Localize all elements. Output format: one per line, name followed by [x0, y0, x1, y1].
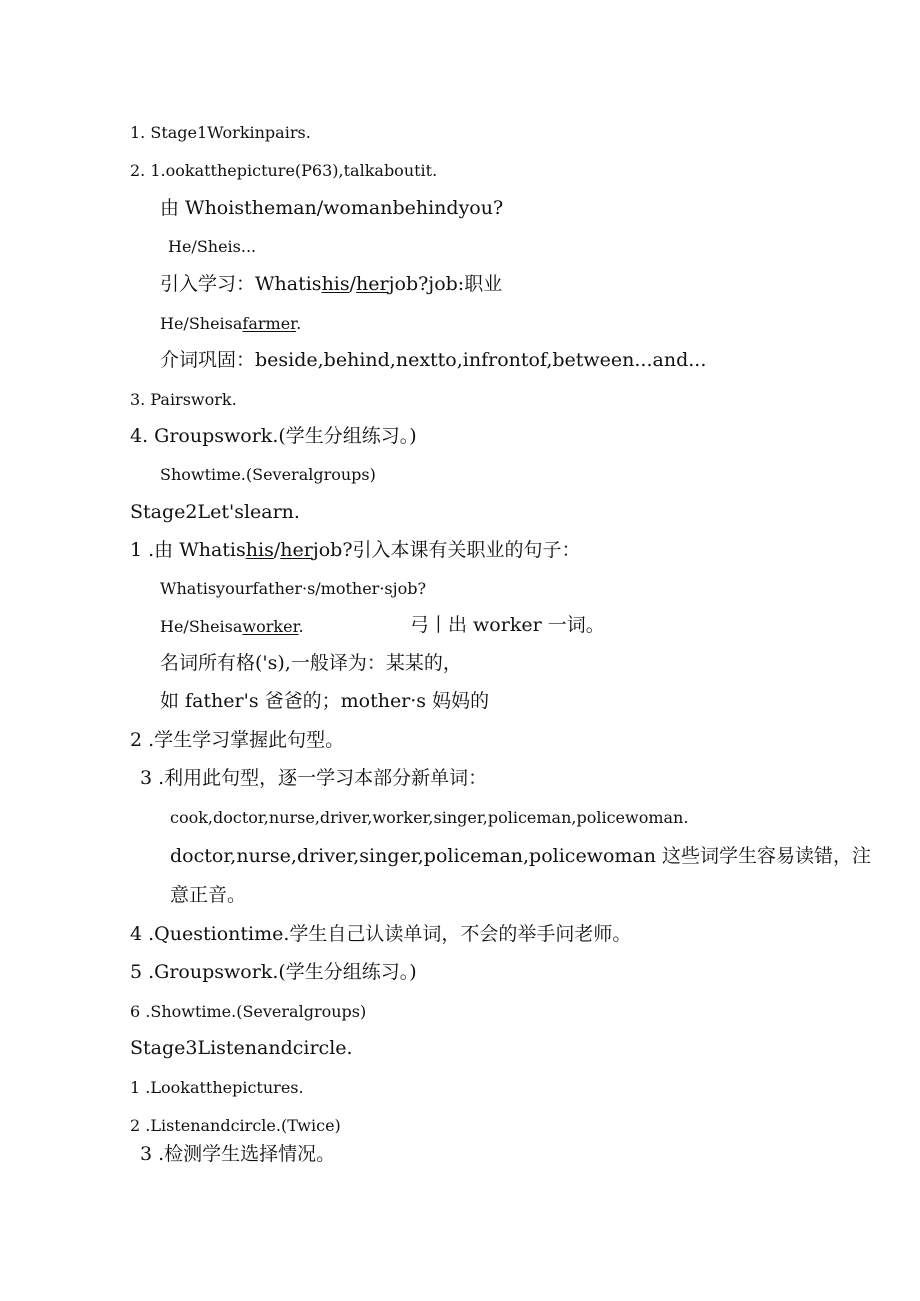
- step-line: 3. Pairswork.: [130, 390, 237, 409]
- text-line: Showtime.(Severalgroups): [160, 465, 376, 484]
- text-span: /: [273, 539, 281, 561]
- step-line: 1 .Lookatthepictures.: [130, 1078, 304, 1097]
- text-line: 弓丨出 worker 一词。: [410, 614, 605, 636]
- step-line: [130, 540, 581, 560]
- underlined-word: her: [356, 273, 389, 295]
- text-span: /: [349, 273, 357, 295]
- underlined-word: his: [321, 273, 350, 295]
- text-span: He/Sheisa: [160, 617, 243, 636]
- text-span: 引入学习：Whatis: [160, 273, 322, 295]
- text-line: Whatisyourfather·s/mother·sjob?: [160, 579, 427, 598]
- text-span: He/Sheisa: [160, 314, 243, 333]
- text-line: [160, 274, 502, 294]
- text-line: 由 Whoistheman/womanbehindyou?: [160, 197, 504, 219]
- underlined-word: his: [245, 539, 274, 561]
- text-line: 意正音。: [170, 884, 247, 906]
- text-line: He/Sheis...: [168, 237, 257, 256]
- step-line: 2. 1.ookatthepicture(P63),talkaboutit.: [130, 161, 438, 180]
- text-span: .: [298, 617, 304, 636]
- step-line: 2 .Listenandcircle.(Twice): [130, 1116, 341, 1135]
- stage-heading: Stage3Listenandcircle.: [130, 1037, 353, 1059]
- text-line: 名词所有格('s),一般译为：某某的，: [160, 652, 462, 674]
- step-line: 2 .学生学习掌握此句型。: [130, 729, 345, 751]
- underlined-word: worker: [242, 617, 299, 636]
- underlined-word: her: [280, 539, 313, 561]
- text-span: .: [296, 314, 302, 333]
- step-line: 6 .Showtime.(Severalgroups): [130, 1002, 367, 1021]
- step-line: 5 .Groupswork.(学生分组练习。): [130, 961, 417, 983]
- text-line: doctor,nurse,driver,singer,policeman,policewoman 这些词学生容易读错，注: [170, 845, 872, 867]
- text-line: [160, 617, 304, 637]
- step-line: 4 .Questiontime.学生自己认读单词，不会的举手问老师。: [130, 923, 632, 945]
- text-line: cook,doctor,nurse,driver,worker,singer,policeman,policewoman.: [170, 808, 689, 827]
- text-span: 1 .由 Whatis: [130, 539, 246, 561]
- underlined-word: farmer: [242, 314, 297, 333]
- text-span: job?job:职业: [388, 273, 503, 295]
- stage-heading: Stage2Let'slearn.: [130, 501, 300, 523]
- step-line: 3 .利用此句型，逐一学习本部分新单词：: [140, 767, 488, 789]
- text-span: job?引入本课有关职业的句子：: [312, 539, 581, 561]
- text-line: [160, 314, 301, 334]
- step-line: 4. Groupswork.(学生分组练习。): [130, 425, 417, 447]
- step-line: 1. Stage1Workinpairs.: [130, 123, 311, 142]
- text-line: 介词巩固：beside,behind,nextto,infrontof,between...and...: [160, 349, 707, 371]
- text-line: 如 father's 爸爸的；mother·s 妈妈的: [160, 690, 490, 712]
- step-line: 3 .检测学生选择情况。: [140, 1143, 336, 1165]
